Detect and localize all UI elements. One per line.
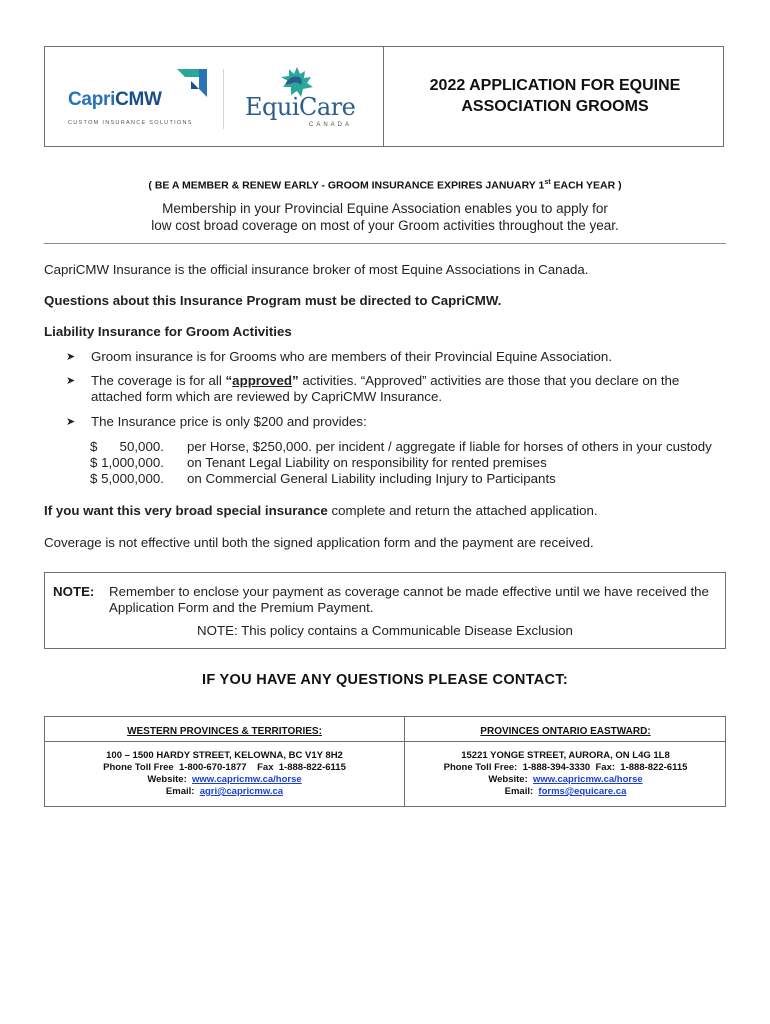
equicare-wordmark: EquiCare (245, 93, 356, 121)
contact-heading: IF YOU HAVE ANY QUESTIONS PLEASE CONTACT: (202, 672, 568, 688)
western-email-link[interactable]: agri@capricmw.ca (199, 786, 284, 797)
bullet-coverage-pre: The coverage is for all (91, 373, 226, 388)
western-address: 100 – 1500 HARDY STREET, KELOWNA, BC V1Y 8H2 (106, 750, 343, 761)
notice-text-before: ( BE A MEMBER & RENEW EARLY - GROOM INSURANCE EXPIRES JANUARY 1 (148, 179, 545, 192)
broad-insurance-statement (44, 503, 598, 518)
page-title-line2: ASSOCIATION GROOMS (461, 98, 649, 115)
questions-statement: Questions about this Insurance Program must be directed to CapriCMW. (44, 293, 502, 308)
eastern-email-link[interactable]: forms@equicare.ca (538, 786, 627, 797)
broad-insurance-rest: complete and return the attached application. (327, 503, 598, 518)
western-heading: WESTERN PROVINCES & TERRITORIES: (127, 726, 322, 737)
bullet-price-text: The Insurance price is only $200 and provides: (91, 414, 367, 429)
capricmw-arrow-icon (169, 67, 209, 109)
capricmw-wordmark (68, 89, 162, 111)
eastern-heading: PROVINCES ONTARIO EASTWARD: (480, 726, 651, 737)
pricing-description: on Tenant Legal Liability on responsibility for rented premises (187, 455, 547, 470)
eastern-website-line (405, 774, 726, 786)
intro-paragraph (0, 200, 770, 234)
eastern-website-link[interactable]: www.capricmw.ca/horse (533, 774, 643, 785)
note-label: NOTE: (53, 584, 95, 599)
bullet-coverage-post: activities. “Approved” activities are those that you declare on the attached form which are reviewed by CapriCMW Insurance. (91, 373, 680, 404)
header-divider (383, 47, 384, 146)
renewal-notice (0, 179, 770, 192)
notice-sup: st (544, 179, 551, 186)
intro-line2: low cost broad coverage on most of your Groom activities throughout the year. (151, 218, 619, 233)
pricing-amount: $ 1,000,000. (90, 455, 164, 470)
pricing-amount: $ 50,000. (90, 439, 164, 454)
bullet-coverage-text (91, 373, 726, 405)
note-box (44, 572, 726, 649)
pricing-description: on Commercial General Liability including Injury to Participants (187, 471, 556, 486)
eastern-website-label: Website: (488, 774, 534, 785)
capri-word-part1: Capri (68, 89, 116, 110)
arrow-bullet-icon: ➤ (66, 416, 76, 428)
equicare-logo (245, 65, 365, 135)
western-email-line (45, 786, 404, 798)
disease-exclusion-note: NOTE: This policy contains a Communicable Disease Exclusion (197, 623, 573, 638)
broad-insurance-bold: If you want this very broad special insurance (44, 503, 328, 518)
bullet-membership-text: Groom insurance is for Grooms who are members of their Provincial Equine Association. (91, 349, 613, 364)
notice-text-after: EACH YEAR ) (550, 179, 622, 192)
header-box (44, 46, 724, 147)
coverage-statement: Coverage is not effective until both the signed application form and the payment are received. (44, 535, 594, 550)
broker-statement: CapriCMW Insurance is the official insurance broker of most Equine Associations in Canada. (44, 262, 589, 277)
eastern-email-line (405, 786, 726, 798)
quote-close: ” (292, 373, 299, 388)
liability-heading: Liability Insurance for Groom Activities (44, 324, 292, 339)
capri-word-part2: CMW (115, 89, 162, 110)
capricmw-tagline: CUSTOM INSURANCE SOLUTIONS (68, 120, 193, 126)
horizontal-rule (44, 243, 726, 244)
quote-open: “ (225, 373, 233, 388)
contact-row-divider (45, 741, 725, 742)
capricmw-logo (65, 67, 205, 129)
arrow-bullet-icon: ➤ (66, 375, 76, 387)
logo-separator (223, 69, 224, 129)
western-website-line (45, 774, 404, 786)
western-website-link[interactable]: www.capricmw.ca/horse (192, 774, 302, 785)
western-website-label: Website: (147, 774, 193, 785)
pricing-description: per Horse, $250,000. per incident / aggregate if liable for horses of others in your custody (187, 439, 712, 454)
contact-table (44, 716, 726, 807)
western-phone: Phone Toll Free 1-800-670-1877 Fax 1-888-822-6115 (103, 762, 346, 773)
arrow-bullet-icon: ➤ (66, 351, 76, 363)
eastern-phone: Phone Toll Free: 1-888-394-3330 Fax: 1-888-822-6115 (443, 762, 688, 773)
eastern-email-label: Email: (504, 786, 539, 797)
equicare-subtext: CANADA (309, 122, 353, 128)
western-email-label: Email: (165, 786, 200, 797)
note-text: Remember to enclose your payment as coverage cannot be made effective until we have received the Application Form and the Premium Payment. (109, 584, 709, 615)
pricing-amount: $ 5,000,000. (90, 471, 164, 486)
eastern-address: 15221 YONGE STREET, AURORA, ON L4G 1L8 (461, 750, 670, 761)
approved-emphasis: approved (232, 373, 293, 388)
page-title (385, 75, 725, 117)
intro-line1: Membership in your Provincial Equine Association enables you to apply for (162, 201, 608, 216)
page-title-line1: 2022 APPLICATION FOR EQUINE (429, 77, 681, 94)
